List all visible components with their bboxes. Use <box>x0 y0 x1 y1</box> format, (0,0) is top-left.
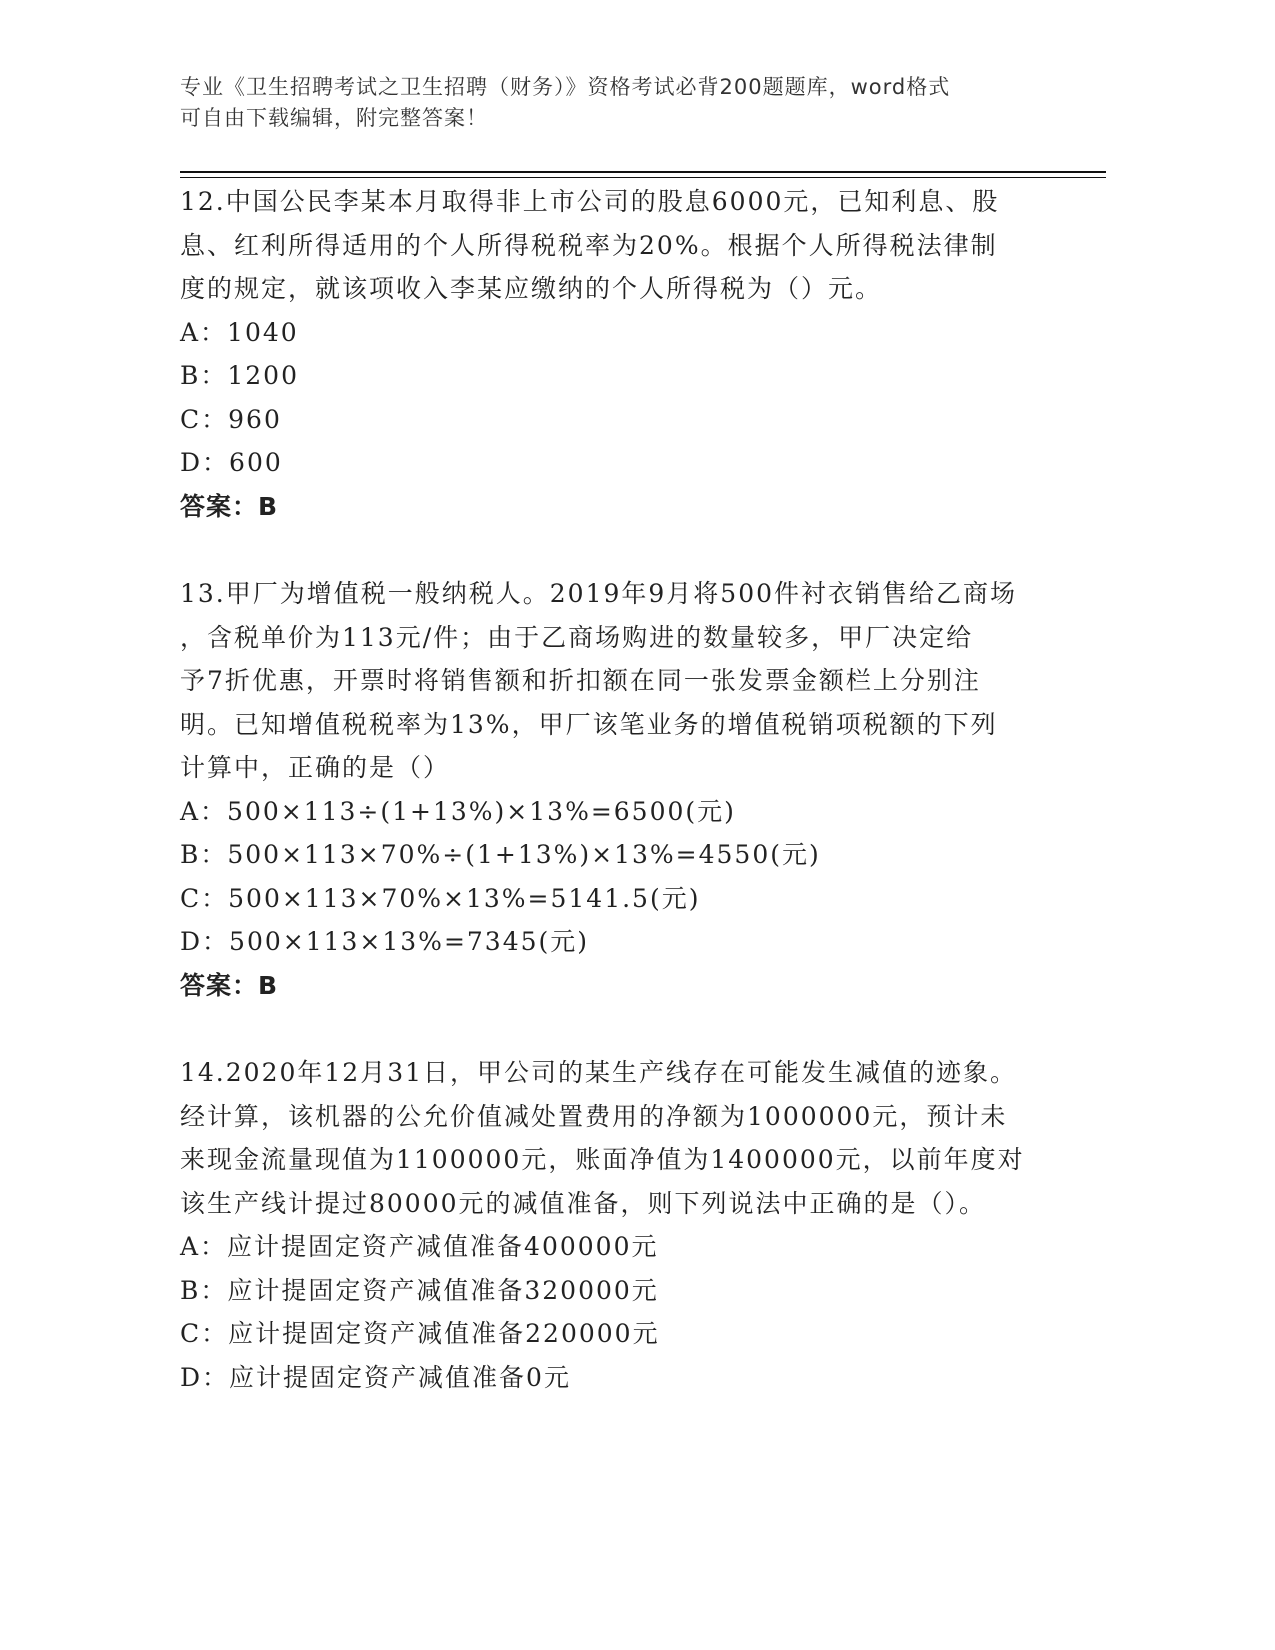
option-d: D：600 <box>180 448 283 477</box>
question-text: ，含税单价为113元/件；由于乙商场购进的数量较多，甲厂决定给 <box>180 622 974 652</box>
header-line: 可自由下载编辑，附完整答案！ <box>180 106 488 130</box>
option-c: C：960 <box>180 404 282 434</box>
divider <box>180 171 1106 173</box>
option-c: C：500×113×70%×13%=5141.5(元) <box>180 883 701 913</box>
divider <box>180 177 1106 178</box>
option-a: A：1040 <box>180 317 299 347</box>
question-12 <box>180 180 999 528</box>
question-14 <box>180 1051 1025 1399</box>
question-13 <box>180 572 1017 1007</box>
document-header <box>180 72 950 134</box>
question-text: 计算中，正确的是（） <box>180 753 451 782</box>
option-a: A：500×113÷(1+13%)×13%=6500(元) <box>180 796 736 826</box>
option-b: B：1200 <box>180 361 299 390</box>
question-text: 予7折优惠，开票时将销售额和折扣额在同一张发票金额栏上分别注 <box>180 666 981 695</box>
question-text: 明。已知增值税税率为13%，甲厂该笔业务的增值税销项税额的下列 <box>180 709 998 739</box>
option-a: A：应计提固定资产减值准备400000元 <box>180 1232 659 1261</box>
question-text: 该生产线计提过80000元的减值准备，则下列说法中正确的是（）。 <box>180 1188 987 1218</box>
option-b: B：应计提固定资产减值准备320000元 <box>180 1275 659 1305</box>
question-text: 度的规定，就该项收入李某应缴纳的个人所得税为（）元。 <box>180 274 883 303</box>
question-text: 12.中国公民李某本月取得非上市公司的股息6000元，已知利息、股 <box>180 187 1000 216</box>
option-d: D：500×113×13%=7345(元) <box>180 927 590 956</box>
option-c: C：应计提固定资产减值准备220000元 <box>180 1319 660 1348</box>
answer: 答案：B <box>180 491 279 521</box>
question-text: 息、红利所得适用的个人所得税税率为20%。根据个人所得税法律制 <box>180 230 998 260</box>
option-d: D：应计提固定资产减值准备0元 <box>180 1362 571 1392</box>
question-text: 来现金流量现值为1100000元，账面净值为1400000元，以前年度对 <box>180 1145 1025 1174</box>
question-text: 13.甲厂为增值税一般纳税人。2019年9月将500件衬衣销售给乙商场 <box>180 579 1018 608</box>
question-text: 经计算，该机器的公允价值减处置费用的净额为1000000元，预计未 <box>180 1101 1008 1131</box>
answer: 答案：B <box>180 970 279 1000</box>
header-line: 专业《卫生招聘考试之卫生招聘（财务）》资格考试必背200题题库，word格式 <box>180 75 951 99</box>
option-b: B：500×113×70%÷(1+13%)×13%=4550(元) <box>180 840 821 869</box>
question-text: 14.2020年12月31日，甲公司的某生产线存在可能发生减值的迹象。 <box>180 1058 1018 1087</box>
